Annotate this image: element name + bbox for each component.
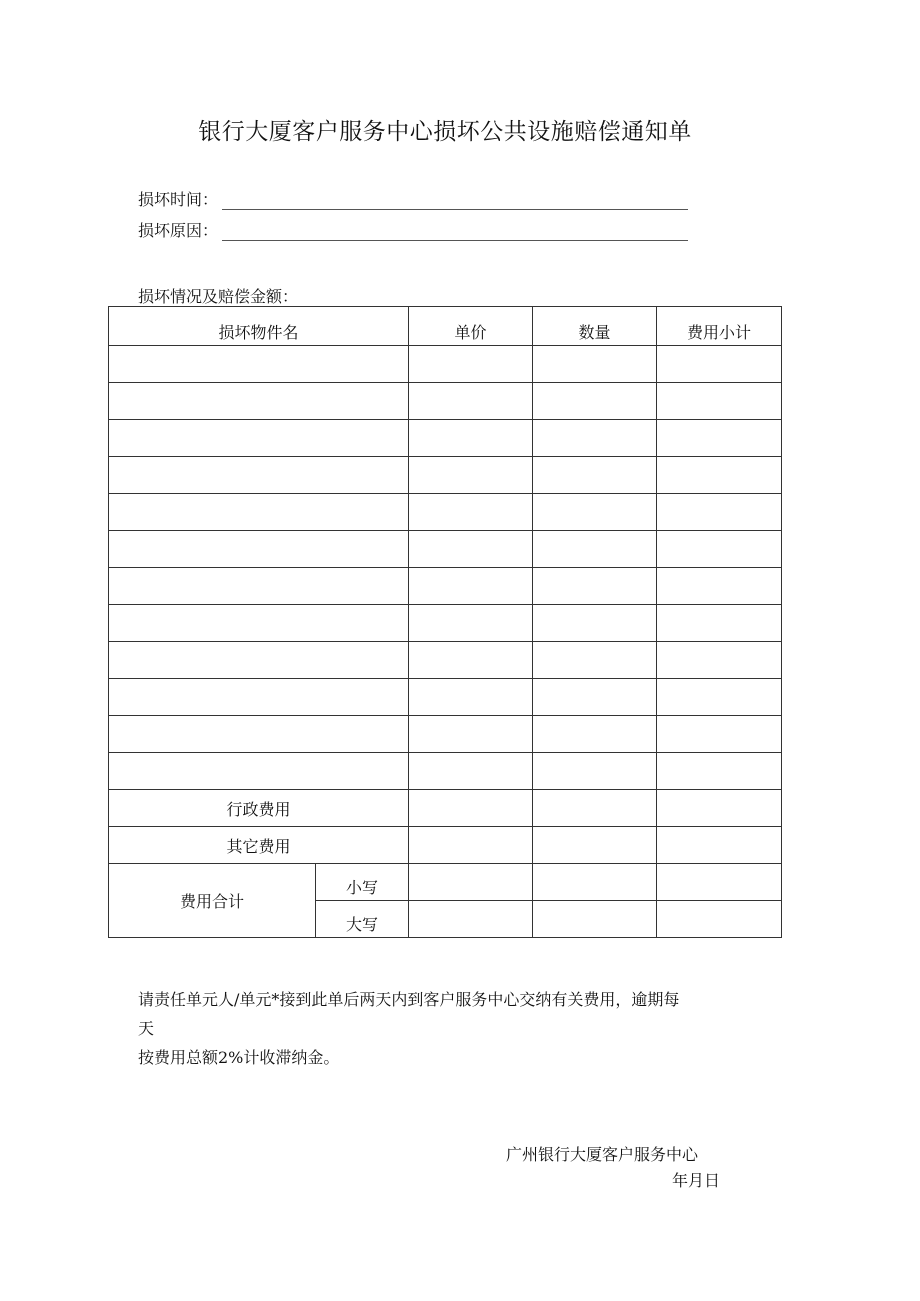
quantity-cell[interactable] bbox=[533, 568, 657, 605]
quantity-cell[interactable] bbox=[533, 827, 657, 864]
subtotal-cell[interactable] bbox=[657, 531, 782, 568]
form-title: 银行大厦客户服务中心损坏公共设施赔偿通知单 bbox=[198, 119, 692, 145]
item-name-cell[interactable] bbox=[109, 605, 409, 642]
signature-date: 年月日 bbox=[672, 1171, 721, 1190]
subtotal-cell[interactable] bbox=[657, 716, 782, 753]
compensation-table bbox=[108, 306, 782, 938]
quantity-cell[interactable] bbox=[533, 346, 657, 383]
subtotal-cell[interactable] bbox=[657, 568, 782, 605]
header-unit-price: 单价 bbox=[409, 307, 533, 346]
item-name-cell[interactable] bbox=[109, 531, 409, 568]
notice-line: 天 bbox=[138, 1019, 155, 1038]
total-uppercase-cell[interactable] bbox=[657, 901, 782, 938]
subtotal-cell[interactable] bbox=[657, 383, 782, 420]
unit-price-cell[interactable] bbox=[409, 383, 533, 420]
unit-price-cell[interactable] bbox=[409, 346, 533, 383]
quantity-cell[interactable] bbox=[533, 679, 657, 716]
total-uppercase-cell[interactable] bbox=[409, 901, 533, 938]
total-label: 费用合计 bbox=[109, 864, 316, 938]
unit-price-cell[interactable] bbox=[409, 679, 533, 716]
subtotal-cell[interactable] bbox=[657, 679, 782, 716]
table-row bbox=[109, 420, 782, 457]
item-name-cell[interactable] bbox=[109, 568, 409, 605]
other-fee-label: 其它费用 bbox=[109, 827, 409, 864]
damage-time-label: 损坏时间： bbox=[138, 190, 219, 209]
table-row bbox=[109, 753, 782, 790]
quantity-cell[interactable] bbox=[533, 420, 657, 457]
unit-price-cell[interactable] bbox=[409, 420, 533, 457]
item-name-cell[interactable] bbox=[109, 679, 409, 716]
item-name-cell[interactable] bbox=[109, 494, 409, 531]
total-lowercase-cell[interactable] bbox=[409, 864, 533, 901]
quantity-cell[interactable] bbox=[533, 383, 657, 420]
lowercase-label: 小写 bbox=[316, 864, 409, 901]
table-row bbox=[109, 457, 782, 494]
total-lowercase-row bbox=[109, 864, 782, 901]
unit-price-cell[interactable] bbox=[409, 642, 533, 679]
quantity-cell[interactable] bbox=[533, 716, 657, 753]
payment-notice bbox=[138, 985, 778, 1072]
table-header-row bbox=[109, 307, 782, 346]
admin-fee-row bbox=[109, 790, 782, 827]
total-uppercase-cell[interactable] bbox=[533, 901, 657, 938]
table-row bbox=[109, 531, 782, 568]
table-row bbox=[109, 716, 782, 753]
damage-time-field[interactable] bbox=[222, 195, 688, 210]
subtotal-cell[interactable] bbox=[657, 827, 782, 864]
unit-price-cell[interactable] bbox=[409, 605, 533, 642]
table-row bbox=[109, 642, 782, 679]
uppercase-label: 大写 bbox=[316, 901, 409, 938]
quantity-cell[interactable] bbox=[533, 531, 657, 568]
subtotal-cell[interactable] bbox=[657, 753, 782, 790]
item-name-cell[interactable] bbox=[109, 457, 409, 494]
admin-fee-label: 行政费用 bbox=[109, 790, 409, 827]
item-name-cell[interactable] bbox=[109, 753, 409, 790]
damage-time-row bbox=[138, 187, 688, 210]
total-lowercase-cell[interactable] bbox=[533, 864, 657, 901]
quantity-cell[interactable] bbox=[533, 642, 657, 679]
unit-price-cell[interactable] bbox=[409, 790, 533, 827]
item-name-cell[interactable] bbox=[109, 716, 409, 753]
signature-org: 广州银行大厦客户服务中心 bbox=[506, 1145, 699, 1164]
item-name-cell[interactable] bbox=[109, 383, 409, 420]
notice-line: 请责任单元人/单元*接到此单后两天内到客户服务中心交纳有关费用，逾期每 bbox=[138, 990, 680, 1009]
subtotal-cell[interactable] bbox=[657, 420, 782, 457]
quantity-cell[interactable] bbox=[533, 790, 657, 827]
item-name-cell[interactable] bbox=[109, 420, 409, 457]
damage-reason-row bbox=[138, 218, 688, 241]
header-item-name: 损坏物件名 bbox=[109, 307, 409, 346]
item-name-cell[interactable] bbox=[109, 346, 409, 383]
unit-price-cell[interactable] bbox=[409, 457, 533, 494]
subtotal-cell[interactable] bbox=[657, 494, 782, 531]
damage-reason-field[interactable] bbox=[222, 226, 688, 241]
table-row bbox=[109, 605, 782, 642]
unit-price-cell[interactable] bbox=[409, 531, 533, 568]
subtotal-cell[interactable] bbox=[657, 457, 782, 494]
quantity-cell[interactable] bbox=[533, 457, 657, 494]
subtotal-cell[interactable] bbox=[657, 346, 782, 383]
subtotal-cell[interactable] bbox=[657, 642, 782, 679]
unit-price-cell[interactable] bbox=[409, 753, 533, 790]
section-label: 损坏情况及赔偿金额： bbox=[138, 287, 299, 306]
damage-reason-label: 损坏原因： bbox=[138, 221, 219, 240]
quantity-cell[interactable] bbox=[533, 753, 657, 790]
subtotal-cell[interactable] bbox=[657, 790, 782, 827]
unit-price-cell[interactable] bbox=[409, 827, 533, 864]
total-lowercase-cell[interactable] bbox=[657, 864, 782, 901]
table-row bbox=[109, 383, 782, 420]
header-subtotal: 费用小计 bbox=[657, 307, 782, 346]
unit-price-cell[interactable] bbox=[409, 568, 533, 605]
unit-price-cell[interactable] bbox=[409, 494, 533, 531]
other-fee-row bbox=[109, 827, 782, 864]
quantity-cell[interactable] bbox=[533, 494, 657, 531]
quantity-cell[interactable] bbox=[533, 605, 657, 642]
subtotal-cell[interactable] bbox=[657, 605, 782, 642]
table-row bbox=[109, 568, 782, 605]
item-name-cell[interactable] bbox=[109, 642, 409, 679]
header-quantity: 数量 bbox=[533, 307, 657, 346]
notice-line: 按费用总额2%计收滞纳金。 bbox=[138, 1048, 340, 1067]
table-row bbox=[109, 679, 782, 716]
table-row bbox=[109, 346, 782, 383]
unit-price-cell[interactable] bbox=[409, 716, 533, 753]
table-row bbox=[109, 494, 782, 531]
